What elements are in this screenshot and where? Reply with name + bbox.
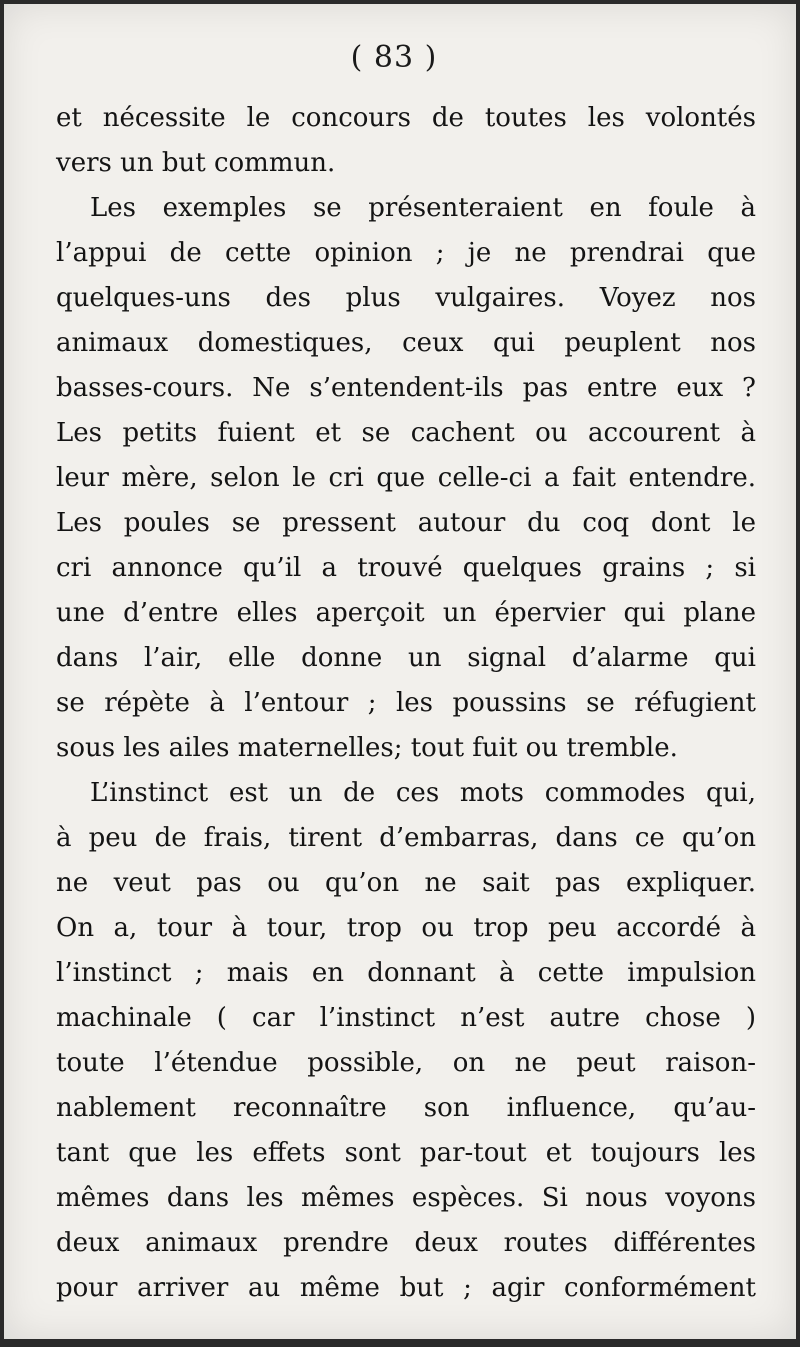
page-number: ( 83 ) xyxy=(350,40,438,75)
text-line-27: pour arriver au même but ; agir conformément xyxy=(56,1273,756,1303)
text-line-16: L’instinct est un de ces mots commodes qui, xyxy=(90,778,756,808)
text-line-1: et nécessite le concours de toutes les volontés xyxy=(56,103,756,133)
text-line-26: deux animaux prendre deux routes différentes xyxy=(56,1228,756,1258)
text-line-12: une d’entre elles aperçoit un épervier qui plane xyxy=(56,598,756,628)
text-line-5: quelques-uns des plus vulgaires. Voyez nos xyxy=(56,283,756,313)
text-line-14: se répète à l’entour ; les poussins se réfugient xyxy=(56,688,756,718)
text-line-11: cri annonce qu’il a trouvé quelques grains ; si xyxy=(56,553,756,583)
text-line-3: Les exemples se présenteraient en foule à xyxy=(90,193,756,223)
text-line-10: Les poules se pressent autour du coq dont le xyxy=(56,508,756,538)
text-line-25: mêmes dans les mêmes espèces. Si nous voyons xyxy=(56,1183,756,1213)
text-line-20: l’instinct ; mais en donnant à cette impulsion xyxy=(56,958,756,988)
text-line-9: leur mère, selon le cri que celle-ci a fait entendre. xyxy=(56,463,756,493)
text-line-17: à peu de frais, tirent d’embarras, dans ce qu’on xyxy=(56,823,756,853)
text-line-24: tant que les effets sont par-tout et toujours les xyxy=(56,1138,756,1168)
text-line-21: machinale ( car l’instinct n’est autre chose ) xyxy=(56,1003,756,1033)
body-text xyxy=(56,96,756,1311)
text-line-13: dans l’air, elle donne un signal d’alarme qui xyxy=(56,643,756,673)
text-line-7: basses-cours. Ne s’entendent-ils pas entre eux ? xyxy=(56,373,756,403)
text-line-15: sous les ailes maternelles; tout fuit ou tremble. xyxy=(56,733,678,763)
text-line-23: nablement reconnaître son influence, qu’au- xyxy=(56,1093,756,1123)
text-line-18: ne veut pas ou qu’on ne sait pas expliquer. xyxy=(56,868,756,898)
text-line-22: toute l’étendue possible, on ne peut raison- xyxy=(56,1048,756,1078)
text-line-8: Les petits fuient et se cachent ou accourent à xyxy=(56,418,756,448)
text-line-4: l’appui de cette opinion ; je ne prendrai que xyxy=(56,238,756,268)
text-line-6: animaux domestiques, ceux qui peuplent nos xyxy=(56,328,756,358)
book-page xyxy=(4,4,796,1339)
text-line-19: On a, tour à tour, trop ou trop peu accordé à xyxy=(56,913,756,943)
text-line-2: vers un but commun. xyxy=(56,148,336,178)
